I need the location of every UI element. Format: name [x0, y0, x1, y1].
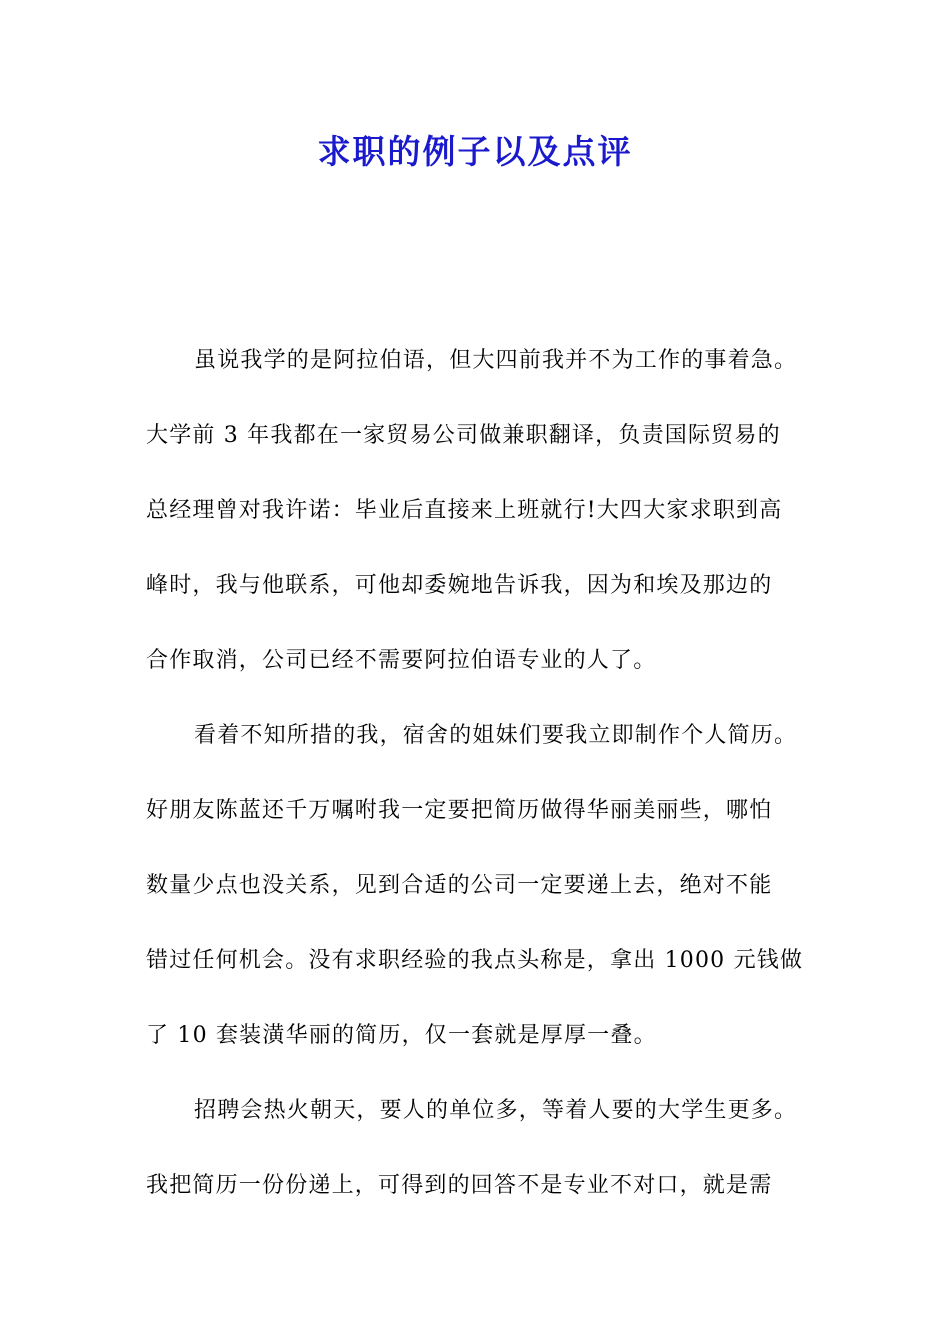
paragraph-1-line-4: 峰时，我与他联系，可他却委婉地告诉我，因为和埃及那边的	[146, 573, 773, 598]
document-title: 求职的例子以及点评	[317, 132, 633, 171]
paragraph-1-line-3: 总经理曾对我许诺：毕业后直接来上班就行!大四大家求职到高	[146, 498, 783, 523]
paragraph-1-line-1: 虽说我学的是阿拉伯语，但大四前我并不为工作的事着急。	[194, 348, 798, 373]
paragraph-2-line-4: 错过任何机会。没有求职经验的我点头称是，拿出 1000 元钱做	[146, 948, 804, 973]
paragraph-2-line-5: 了 10 套装潢华丽的简历，仅一套就是厚厚一叠。	[146, 1023, 657, 1048]
paragraph-3-line-2: 我把简历一份份递上，可得到的回答不是专业不对口，就是需	[146, 1173, 773, 1198]
paragraph-2-line-3: 数量少点也没关系，见到合适的公司一定要递上去，绝对不能	[146, 873, 773, 898]
paragraph-2-line-2: 好朋友陈蓝还千万嘱咐我一定要把简历做得华丽美丽些，哪怕	[146, 798, 773, 823]
paragraph-1-line-5: 合作取消，公司已经不需要阿拉伯语专业的人了。	[146, 648, 657, 673]
paragraph-1-line-2: 大学前 3 年我都在一家贸易公司做兼职翻译，负责国际贸易的	[146, 423, 781, 448]
paragraph-2-line-1: 看着不知所措的我，宿舍的姐妹们要我立即制作个人简历。	[194, 723, 798, 748]
paragraph-3-line-1: 招聘会热火朝天，要人的单位多，等着人要的大学生更多。	[194, 1098, 798, 1123]
